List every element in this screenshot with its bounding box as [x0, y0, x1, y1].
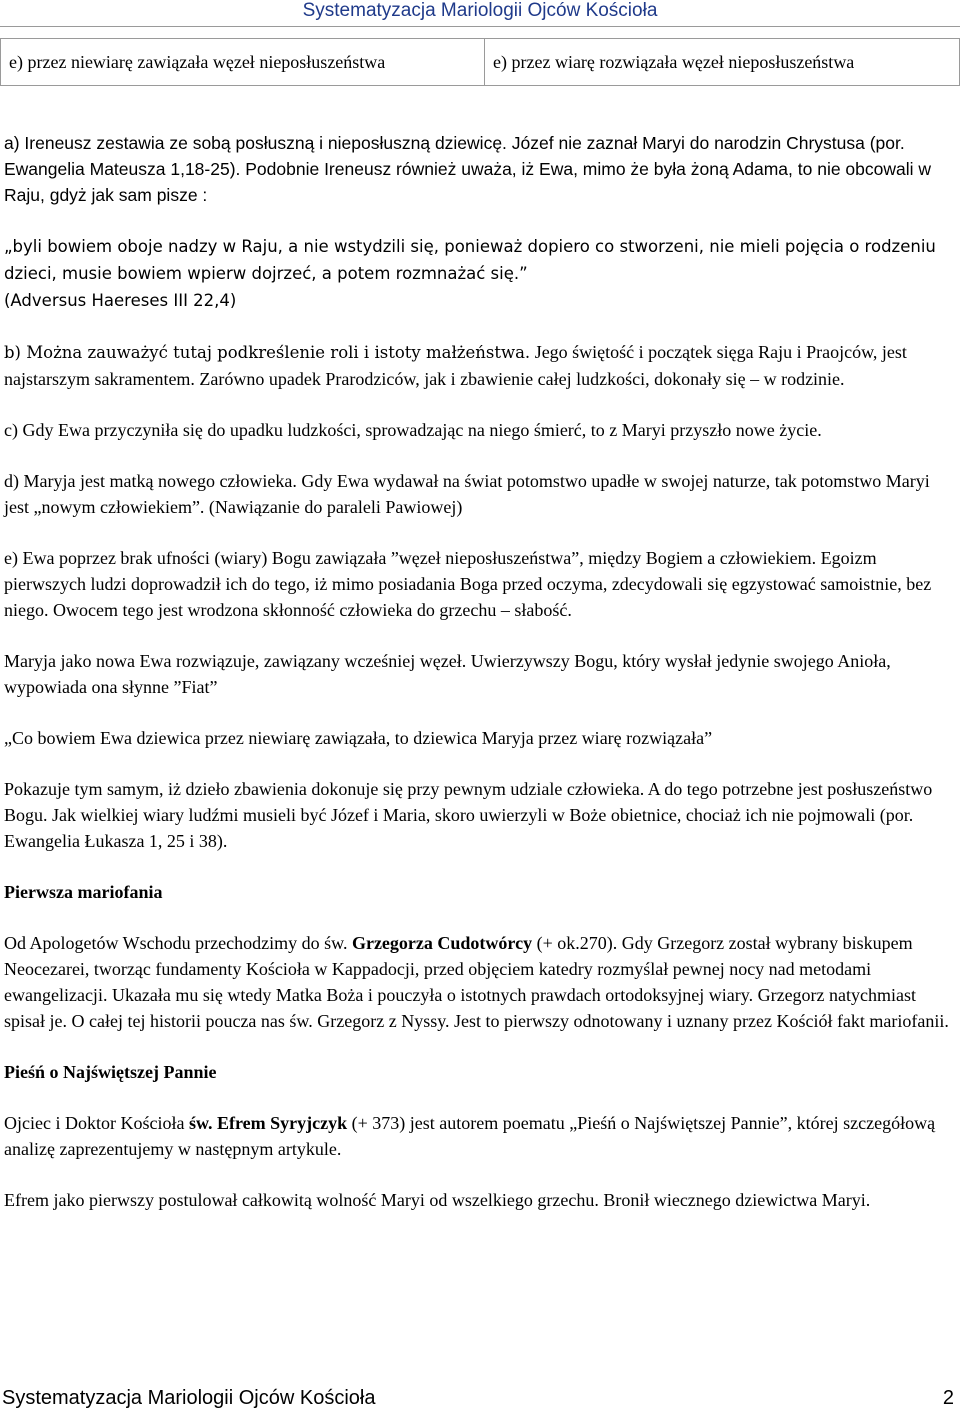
paragraph-d: d) Maryja jest matką nowego człowieka. Gdy Ewa wydawał na świat potomstwo upadłe w swojej naturze, tak potomstwo Maryi jest „nowym człowiekiem”. (Nawiązanie do paraleli Pawiowej) — [4, 471, 930, 517]
document-body — [4, 130, 954, 1238]
paragraph-maryja: Maryja jako nowa Ewa rozwiązuje, zawiązany wcześniej węzeł. Uwierzywszy Bogu, który wysłał jedynie swojego Anioła, wypowiada ona słynne ”Fiat” — [4, 651, 891, 697]
paragraph-b — [4, 339, 954, 392]
footer-title: Systematyzacja Mariologii Ojców Kościoła — [2, 1387, 376, 1409]
paragraph-a — [4, 130, 954, 208]
name-efrem: św. Efrem Syryjczyk — [188, 1113, 348, 1133]
table-cell-left: e) przez niewiarę zawiązała węzeł nieposłuszeństwa — [1, 39, 485, 86]
paragraph-pokazuje: Pokazuje tym samym, iż dzieło zbawienia dokonuje się przy pewnym udziale człowieka. A do tego potrzebne jest posłuszeństwo Bogu. Jak wielkiej wiary ludźmi musieli być Józef i Maria, skoro uwierzyli w Boże obietnice, chociaż ich nie pojmowali (por. Ewangelia Łukasza 1, 25 i 38). — [4, 779, 933, 851]
header-rule — [0, 26, 960, 27]
heading-mariofania: Pierwsza mariofania — [4, 882, 163, 902]
quote-reference: (Adversus Haereses III 22,4) — [4, 291, 237, 310]
name-grzegorz: Grzegorza Cudotwórcy — [351, 933, 533, 953]
paragraph-a-lead: a) Ireneusz zestawia ze sobą posłuszną i nieposłuszną dziewicę. Józef nie zaznał Maryi do narodzin Chrystusa (por. Ewangelia Mateusza 1,18-25). — [4, 133, 905, 179]
paragraph-apologeci: Od Apologetów Wschodu przechodzimy do św. Grzegorza Cudotwórcy (+ ok.270). Gdy Grzegorz został wybrany biskupem Neocezarei, tworząc fundamenty Kościoła w Kappadocji, przed objęciem katedry rozmyślał pewnej nocy nad metodami ewangelizacji. Ukazała mu się wtedy Matka Boża i pouczyła o istotnych prawdach ortodoksyjnej wiary. Grzegorz natychmiast spisał je. O całej tej historii poucza nas św. Grzegorz z Nyssy. Jest to pierwszy odnotowany i uznany przez Kościół fakt mariofanii. — [4, 933, 949, 1031]
paragraph-a-rest: Podobnie Ireneusz również uważa, iż Ewa, mimo że była żoną Adama, to nie obcowali w Raju, gdyż jak sam pisze : — [4, 159, 932, 205]
quote-knot: „Co bowiem Ewa dziewica przez niewiarę zawiązała, to dziewica Maryja przez wiarę rozwiązała” — [4, 728, 713, 748]
paragraph-e: e) Ewa poprzez brak ufności (wiary) Bogu zawiązała ”węzeł nieposłuszeństwa”, między Bogiem a człowiekiem. Egoizm pierwszych ludzi doprowadził ich do tego, iż mimo posiadania Boga przed oczyma, zdecydowali się egzystować samoistnie, bez niego. Owocem tego jest wrodzona skłonność człowieka do grzechu – słabość. — [4, 548, 932, 620]
running-header: Systematyzacja Mariologii Ojców Kościoła — [302, 0, 658, 21]
table-cell-right: e) przez wiarę rozwiązała węzeł nieposłuszeństwa — [485, 39, 960, 86]
paragraph-efrem: Efrem jako pierwszy postulował całkowitą wolność Maryi od wszelkiego grzechu. Bronił wiecznego dziewictwa Maryi. — [4, 1190, 871, 1210]
paragraph-b-lead: b) Można zauważyć tutaj podkreślenie roli i istoty małżeństwa. — [4, 343, 531, 362]
paragraph-b-rest: Jego świętość i początek sięga Raju i Praojców, jest najstarszym sakramentem. Zarówno upadek Prarodziców, jak i zbawienie całej ludzkości, dokonały się – w rodzinie. — [4, 342, 907, 389]
quote-paradise: „byli bowiem oboje nadzy w Raju, a nie wstydzili się, ponieważ dopiero co stworzeni, nie mieli pojęcia o rodzeniu dzieci, musie bowiem wpierw dojrzeć, a potem rozmnażać się.” — [4, 237, 936, 283]
page-number: 2 — [942, 1387, 954, 1409]
table-row — [1, 39, 960, 86]
paragraph-ojciec: Ojciec i Doktor Kościoła św. Efrem Syryjczyk (+ 373) jest autorem poematu „Pieśń o Najświętszej Pannie”, której szczegółową analizę zaprezentujemy w następnym artykule. — [4, 1113, 936, 1159]
heading-piesn: Pieśń o Najświętszej Pannie — [4, 1062, 217, 1082]
contrast-table — [0, 38, 960, 86]
page-footer — [0, 1384, 960, 1412]
paragraph-c: c) Gdy Ewa przyczyniła się do upadku ludzkości, sprowadzając na niego śmierć, to z Maryi przyszło nowe życie. — [4, 420, 822, 440]
